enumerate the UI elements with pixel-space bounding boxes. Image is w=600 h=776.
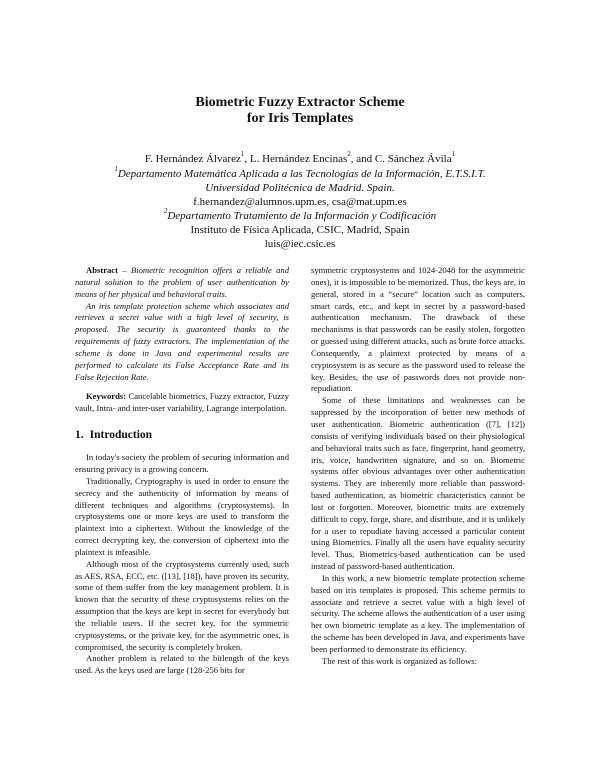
abstract-paragraph-1	[75, 265, 289, 301]
intro-paragraph-2: Traditionally, Cryptography is used in order to ensure the secrecy and the authenticity of information by means of different techniques and algorithms (cryptosystems). In cryptosystems one or more keys are used to transform the plaintext into a ciphertext. Without the knowledge of the correct decrypting key, the conversion of ciphertext into the plaintext is infeasible.	[75, 475, 289, 557]
intro-paragraph-3: Although most of the cryptosystems currently used, such as AES, RSA, ECC, etc. ([13], [18]), have proven its security, some of them suffer from the key management problem. It is known that the security of these cryptosystems relies on the assumption that the keys are kept in secret for everybody but the reliable users. If the secret key, for the symmetric cryptosystems, or the private key, for the asymmetric ones, is compromised, the security is completely broken.	[75, 558, 289, 652]
author-3-affiliation-mark: 1	[451, 150, 456, 159]
affiliation-1-emails: f.hernandez@alumnos.upm.es, csa@mat.upm.es	[193, 196, 407, 208]
affiliation-1-line-2: Universidad Politécnica de Madrid. Spain.	[205, 182, 395, 194]
paper-title-line-1: Biometric Fuzzy Extractor Scheme	[195, 95, 405, 110]
keywords	[75, 391, 289, 415]
affiliation-2-line-2: Instituto de Física Aplicada, CSIC, Madrid, Spain	[190, 224, 410, 236]
intro-paragraph-1: In today's society the problem of securing information and ensuring privacy is a growing concern.	[75, 452, 289, 474]
section-title: Introduction	[89, 429, 153, 442]
abstract-text-1: Biometric recognition offers a reliable and natural solution to the problem of user authentication by means of her physical and behavioral traits.	[75, 265, 289, 299]
abstract-label: Abstract	[86, 265, 118, 275]
author-2-affiliation-mark: 2	[347, 150, 351, 159]
affiliation-1-line-1	[0, 167, 600, 181]
left-column	[75, 265, 289, 677]
affiliation-1-text: Departamento Matemática Aplicada a las Tecnologías de la Información, E.T.S.I.T.	[117, 168, 486, 180]
affiliation-1-mark: 1	[114, 165, 118, 174]
author-1-affiliation-mark: 1	[240, 150, 245, 159]
author-2: , L. Hernández Encinas	[244, 153, 348, 165]
intro-paragraph-4: Another problem is related to the bitlength of the keys used. As the keys used are large (128-256 bits for	[75, 653, 289, 676]
paper-title-line-2: for Iris Templates	[246, 111, 354, 126]
affiliation-2-mark: 2	[163, 207, 168, 216]
affiliation-2-line-1	[0, 209, 600, 223]
intro-paragraph-5: Some of these limitations and weaknesses can be suppressed by the incorporation of better new methods of user authentication. Biometric authentication ([7], [12]) consists of verifying individuals based on their physiological and behavioral traits such as face, fingerprint, hand geometry, iris, voice, handwritten signature, and so on. Biometric systems offer obvious advantages over other authentication systems. They are inherently more reliable than password-based authentication, as biometric characteristics cannot be lost or forgotten. Moreover, biometric traits are extremely difficult to copy, forge, share, and distribute, and it is unlikely for a user to repudiate having accessed a particular content using Biometrics. Finally all the users have equality security level. Thus, Biometrics-based authentication can be used instead of password-based authentication.	[311, 395, 525, 572]
section-number: 1.	[75, 429, 84, 442]
intro-paragraph-4-continued: symmetric cryptosystems and 1024-2048 for the asymmetric ones), it is impossible to be memorized. Thus, the keys are, in general, stored in a “secure” location such as computers, smart cards, etc., and kept in secret by a password-based authentication mechanism. The drawback of these mechanisms is that passwords can be easily stolen, forgotten or guessed using different attacks, such as brute force attacks. Consequently, a plaintext protected by means of a cryptosystem is as secure as the password used to release the key. Besides, the use of passwords does not provide non-repudiation.	[311, 265, 525, 394]
author-list	[0, 152, 600, 166]
keywords-label: Keywords:	[86, 391, 127, 402]
affiliation-2-text: Departamento Tratamiento de la Información y Codificación	[167, 210, 437, 222]
abstract-paragraph-2: An iris template protection scheme which associates and retrieves a secret value with a high level of security, is proposed. The security is guaranteed thanks to the requirements of fuzzy extractors. The implementation of the scheme is done in Java and experimental results are performed to calculate its False Acceptance Rate and its False Rejection Rate.	[75, 300, 289, 382]
author-1: F. Hernández Álvarez	[144, 153, 241, 165]
section-heading-introduction	[75, 428, 289, 442]
abstract-dash: –	[117, 265, 131, 275]
keywords-text: Cancelable biometrics, Fuzzy extractor, Fuzzy vault, Intra- and inter-user variability, Lagrange interpolation.	[75, 391, 289, 414]
author-3: , and C. Sánchez Ávila	[350, 153, 452, 165]
intro-paragraph-6: In this work, a new biometric template protection scheme based on iris templates is proposed. This scheme permits to associate and retrieve a secret value with a high level of security. The scheme allows the authentication of a user using her own biometric template as a key. The implementation of the scheme has been developed in Java, and experiments have been performed to demonstrate its efficiency.	[311, 572, 525, 654]
right-column	[311, 265, 525, 668]
affiliation-2-email: luis@iec.csic.es	[264, 238, 336, 250]
intro-paragraph-7: The rest of this work is organized as follows:	[322, 655, 477, 666]
